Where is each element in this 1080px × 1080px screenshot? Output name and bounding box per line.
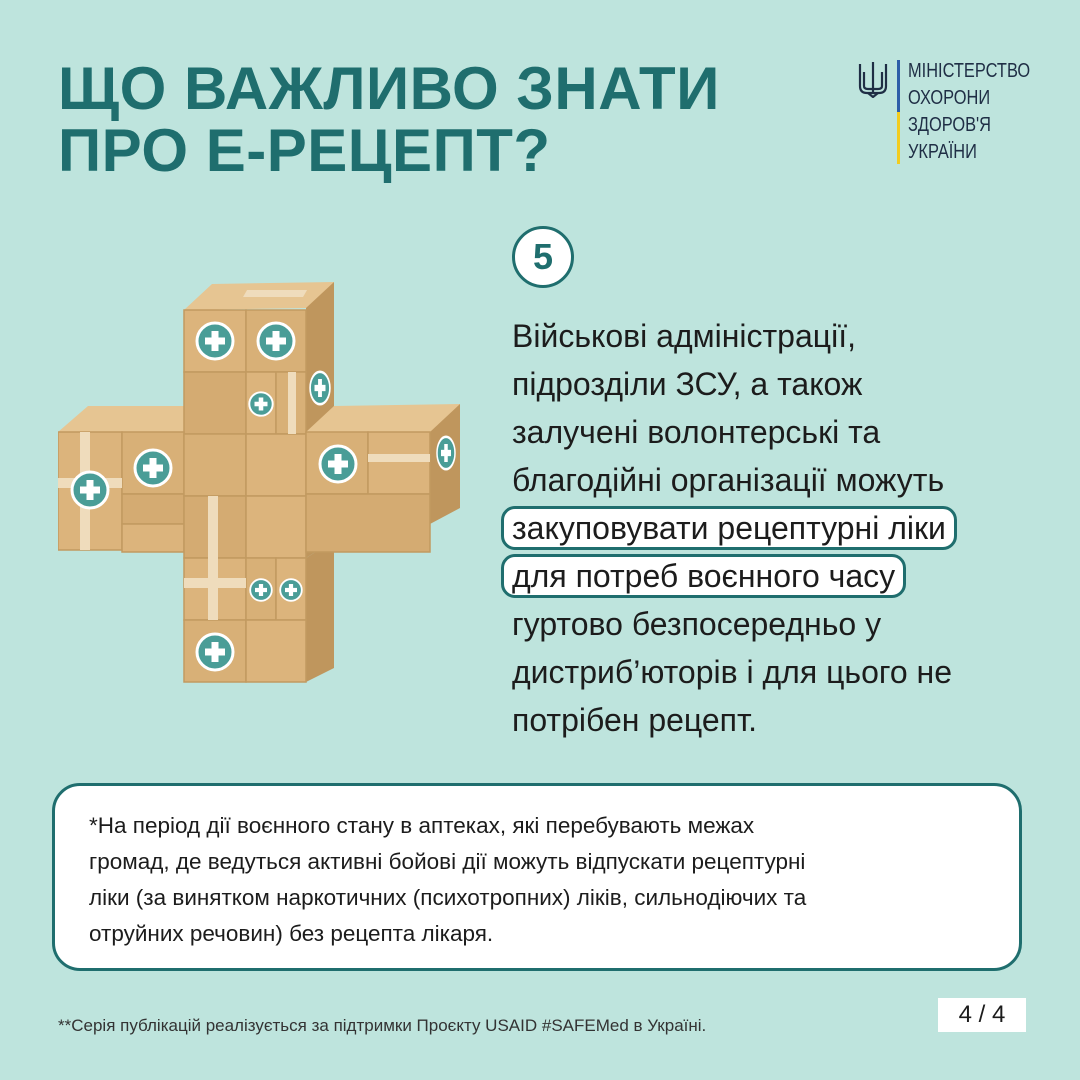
step-number-badge: 5 bbox=[512, 226, 574, 288]
ministry-name-line: ЗДОРОВ'Я bbox=[908, 114, 992, 136]
footnote-line: громад, де ведуться активні бойові дії можуть відпускати рецептурні bbox=[89, 849, 806, 874]
flag-stripe-yellow bbox=[897, 112, 900, 164]
highlight-row bbox=[512, 504, 1052, 552]
page-title bbox=[58, 55, 720, 184]
ministry-name-line: УКРАЇНИ bbox=[908, 141, 977, 163]
message-line: благодійні організації можуть bbox=[512, 462, 945, 498]
highlighted-phrase: для потреб воєнного часу bbox=[501, 554, 906, 598]
flag-stripe-blue bbox=[897, 60, 900, 112]
message-line: дистриб’юторів і для цього не bbox=[512, 654, 952, 690]
title-line: ПРО Е-РЕЦЕПТ? bbox=[58, 117, 551, 184]
ministry-logo bbox=[858, 58, 1038, 168]
message-line: підрозділи ЗСУ, а також bbox=[512, 366, 863, 402]
trident-icon bbox=[858, 60, 888, 98]
message-line: гуртово безпосередньо у bbox=[512, 606, 882, 642]
footnote-line: ліки (за винятком наркотичних (психотропних) ліків, сильнодіючих та bbox=[89, 885, 807, 910]
sponsor-footer: **Серія публікацій реалізується за підтримки Проєкту USAID #SAFEMed в Україні. bbox=[58, 1016, 707, 1035]
ministry-name bbox=[908, 58, 1030, 166]
message-line: Військові адміністрації, bbox=[512, 318, 856, 354]
ministry-name-line: ОХОРОНИ bbox=[908, 87, 991, 109]
title-line: ЩО ВАЖЛИВО ЗНАТИ bbox=[58, 55, 720, 122]
highlight-row bbox=[512, 552, 1052, 600]
footnote-line: *На період дії воєнного стану в аптеках, які перебувають межах bbox=[89, 813, 755, 838]
footnote-line: отруйних речовин) без рецепта лікаря. bbox=[89, 921, 494, 946]
page-counter: 4 / 4 bbox=[938, 998, 1026, 1032]
highlighted-phrase: закуповувати рецептурні ліки bbox=[501, 506, 957, 550]
medical-boxes-cross-icon bbox=[58, 278, 468, 690]
message-line: потрібен рецепт. bbox=[512, 702, 757, 738]
main-message bbox=[512, 312, 1052, 744]
message-line: залучені волонтерські та bbox=[512, 414, 881, 450]
ministry-name-line: МІНІСТЕРСТВО bbox=[908, 60, 1031, 82]
footnote-box bbox=[52, 783, 1022, 971]
